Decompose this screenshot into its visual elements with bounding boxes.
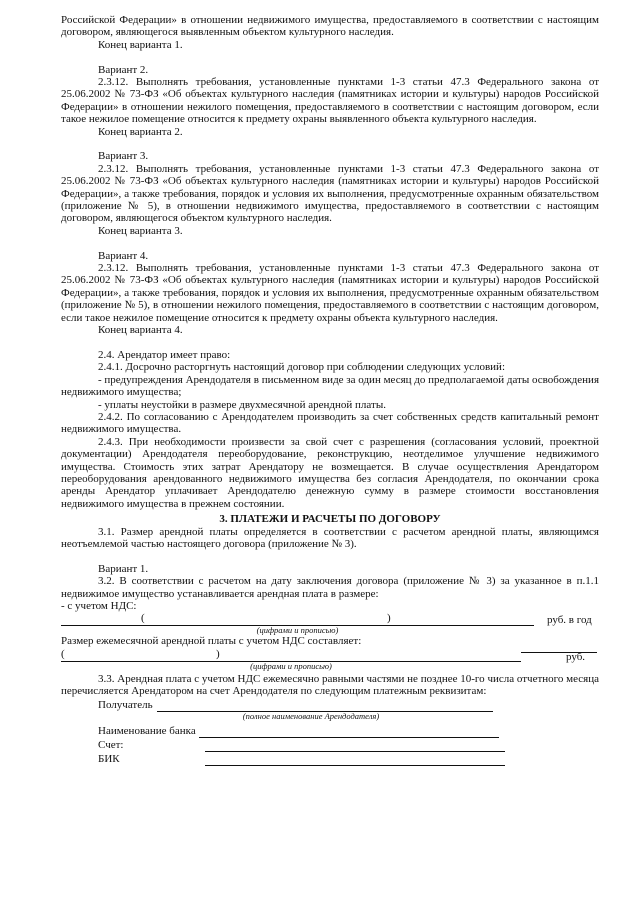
clause-2-4-1: 2.4.1. Досрочно расторгнуть настоящий договор при соблюдении следующих условий: xyxy=(98,361,505,374)
variant-4-end: Конец варианта 4. xyxy=(98,324,183,337)
clause-2-3-12-variant-4: 2.3.12. Выполнять требования, установленные пунктами 1-3 статьи 47.3 Федерального закона от 25.06.2002 № 73-ФЗ «Об объектах культурного наследия (памятниках истории и культуры) народов Российской Федерации», а также требования, порядок и условия их выполнения, предусмотренные охранным обязательством (приложение № 5), в отношении нежилого помещения, предоставляемого в соответствии с настоящим договором, если такое нежилое помещение относится к предмету охраны объекта культурного наследия. xyxy=(61,262,599,324)
recipient-label: Получатель xyxy=(98,699,153,712)
clause-2-3-12-variant-3: 2.3.12. Выполнять требования, установленные пунктами 1-3 статьи 47.3 Федерального закона от 25.06.2002 № 73-ФЗ «Об объектах культурного наследия (памятниках истории и культуры) народов Российской Федерации», а также требования, порядок и условия их выполнения, предусмотренные охранным обязательством (приложение № 5), в отношении недвижимого имущества, предоставляемого в соответствии с настоящим договором, являющегося объектом культурного наследия. xyxy=(61,162,599,225)
section-3-variant-1-title: Вариант 1. xyxy=(98,562,149,575)
recipient-field[interactable] xyxy=(157,700,493,712)
clause-3-2: 3.2. В соответствии с расчетом на дату заключения договора (приложение № 3) за указанное в п.1.1 недвижимое имущество устанавливается арендная плата в размере: xyxy=(61,575,599,600)
clause-2-4-2: 2.4.2. По согласованию с Арендодателем производить за счет собственных средств капитальный ремонт недвижимого имущества. xyxy=(61,410,599,436)
clause-2-4-1-item-2: - уплаты неустойки в размере двухмесячной арендной платы. xyxy=(98,398,386,411)
annual-rent-close-paren: ) xyxy=(387,612,391,625)
monthly-rent-label: Размер ежемесячной арендной платы с учетом НДС составляет: xyxy=(61,635,362,648)
bank-label: Наименование банка xyxy=(98,725,196,738)
clause-2-4-3: 2.4.3. При необходимости произвести за свой счет с разрешения (согласования условий, проектной документации) Арендодателя переоборудование, реконструкцию, неотделимое улучшение недвижимого имущества. Стоимость этих затрат Арендатору не возмещается. В случае осуществления Арендатором переоборудования арендованного недвижимого имущества без согласия Арендодателя, по окончании срока аренды Арендатор уплачивает Арендодателю денежную сумму в размере стоимости восстановления недвижимого имущества в прежнем состоянии. xyxy=(61,435,599,510)
contract-page xyxy=(61,14,599,766)
variant-2-end: Конец варианта 2. xyxy=(98,125,183,138)
bik-field[interactable] xyxy=(205,754,505,766)
section-3-heading: 3. ПЛАТЕЖИ И РАСЧЕТЫ ПО ДОГОВОРУ xyxy=(219,513,441,526)
vat-label: - с учетом НДС: xyxy=(61,600,137,613)
clause-2-4-1-item-1: - предупреждения Арендодателя в письменном виде за один месяц до предполагаемой даты освобождения недвижимого имущества; xyxy=(61,373,599,399)
recipient-caption: (полное наименование Арендодателя) xyxy=(242,710,380,721)
account-label: Счет: xyxy=(98,739,124,752)
variant-4-title: Вариант 4. xyxy=(98,249,149,262)
monthly-rent-field[interactable] xyxy=(61,647,521,662)
clause-2-3-12-variant-2: 2.3.12. Выполнять требования, установленные пунктами 1-3 статьи 47.3 Федерального закона от 25.06.2002 № 73-ФЗ «Об объектах культурного наследия (памятниках истории и культуры) народов Российской Федерации» в отношении нежилого помещения, предоставляемого в соответствии с настоящим договором, если такое нежилое помещение относится к предмету охраны выявленного объекта культурного наследия. xyxy=(61,76,599,126)
annual-rent-caption: (цифрами и прописью) xyxy=(256,625,339,636)
bank-row xyxy=(61,724,599,738)
variant-2-title: Вариант 2. xyxy=(98,63,149,76)
variant-3-title: Вариант 3. xyxy=(98,150,149,163)
variant-1-end: Конец варианта 1. xyxy=(98,38,183,51)
clause-2-4: 2.4. Арендатор имеет право: xyxy=(98,348,231,361)
account-row xyxy=(61,738,599,752)
annual-rent-unit: руб. в год xyxy=(547,614,592,627)
monthly-rent-amount-field[interactable] xyxy=(521,641,597,653)
monthly-rent-row xyxy=(61,648,599,662)
account-field[interactable] xyxy=(205,740,505,752)
bik-row xyxy=(61,752,599,766)
annual-rent-field[interactable] xyxy=(61,614,534,626)
monthly-rent-caption: (цифрами и прописью) xyxy=(250,660,332,671)
paragraph-variant-1-end-text: Российской Федерации» в отношении недвижимого имущества, предоставляемого в соответствии с настоящим договором, являющегося выявленным объектом культурного наследия. xyxy=(61,14,599,39)
monthly-rent-close-paren: ) xyxy=(216,647,220,660)
annual-rent-open-paren: ( xyxy=(141,612,145,625)
annual-rent-row xyxy=(61,612,599,626)
clause-3-1: 3.1. Размер арендной платы определяется в соответствии с расчетом арендной платы, являющимся неотъемлемой частью настоящего договора (приложение № 3). xyxy=(61,525,599,550)
monthly-rent-unit: руб. xyxy=(566,650,586,663)
variant-3-end: Конец варианта 3. xyxy=(98,224,183,237)
clause-3-3: 3.3. Арендная плата с учетом НДС ежемесячно равными частями не позднее 10-го числа отчетного месяца перечисляется Арендатором на счет Арендодателя по следующим платежным реквизитам: xyxy=(61,672,599,698)
bik-label: БИК xyxy=(98,753,120,766)
monthly-rent-open-paren: ( xyxy=(61,647,65,660)
recipient-row xyxy=(61,698,599,712)
bank-field[interactable] xyxy=(199,726,499,738)
